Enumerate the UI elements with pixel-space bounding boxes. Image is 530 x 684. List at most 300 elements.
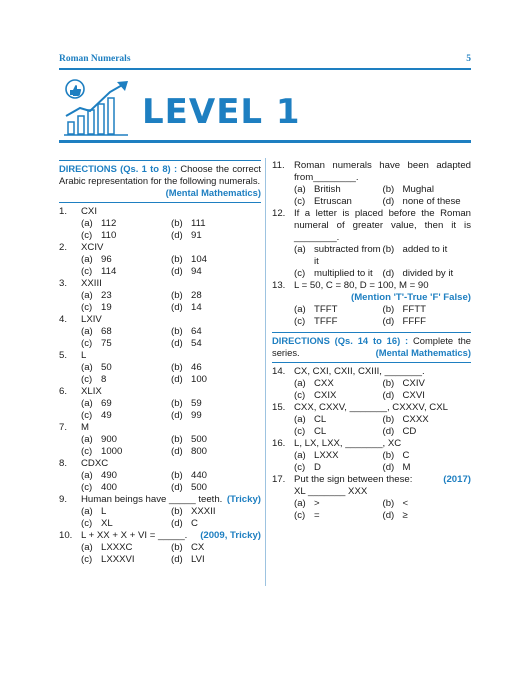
option-label: (d) [382, 316, 395, 327]
option-label: (b) [382, 244, 395, 255]
option-label: (a) [294, 414, 306, 425]
answer-option [81, 362, 171, 374]
question-number: 16. [272, 438, 286, 449]
answer-option [81, 542, 171, 554]
answer-option [171, 374, 261, 386]
option-label: (b) [382, 304, 395, 315]
answer-option [294, 196, 383, 208]
option-text: 46 [191, 362, 202, 373]
option-label: (c) [81, 554, 93, 565]
answer-option [171, 326, 261, 338]
option-text: 69 [101, 398, 112, 409]
option-text: CXIV [402, 378, 425, 389]
question-text [294, 438, 471, 450]
option-label: (c) [294, 462, 306, 473]
question-text [294, 208, 471, 244]
answer-option [81, 554, 171, 566]
answer-option [81, 470, 171, 482]
question-stem [272, 438, 471, 450]
options-grid [294, 184, 471, 208]
question-number: 5. [59, 350, 68, 361]
option-label: (d) [171, 518, 183, 529]
question-number: 8. [59, 458, 68, 469]
option-text: multiplied to it [314, 268, 373, 279]
answer-option [383, 510, 472, 522]
answer-option [81, 290, 171, 302]
question-number: 12. [272, 208, 286, 219]
option-text: < [402, 498, 409, 509]
option-label: (b) [171, 326, 183, 337]
option-text: > [314, 498, 320, 509]
question-stem [59, 422, 261, 434]
question-stem [59, 314, 261, 326]
option-text: 94 [191, 266, 202, 277]
question-text [294, 366, 471, 378]
answer-option [81, 446, 171, 458]
option-text: Etruscan [314, 196, 352, 207]
option-label: (c) [81, 266, 93, 277]
question [272, 160, 471, 208]
option-text: none of these [402, 196, 461, 207]
option-label: (a) [81, 506, 93, 517]
option-text: subtracted from it [314, 244, 381, 267]
answer-option [81, 482, 171, 494]
option-text: 50 [101, 362, 112, 373]
column-divider [265, 158, 266, 586]
option-label: (d) [382, 196, 395, 207]
option-text: L [101, 506, 107, 517]
option-label: (b) [171, 434, 183, 445]
option-text: 96 [101, 254, 112, 265]
question-tag: (Mention 'T'-True 'F' False) [351, 292, 471, 303]
option-text: 54 [191, 338, 202, 349]
question [59, 242, 261, 278]
option-text: 23 [101, 290, 112, 301]
question-text-content: CDXC [81, 458, 109, 469]
question-text-content: XXIII [81, 278, 102, 289]
option-label: (b) [171, 506, 183, 517]
answer-option [294, 304, 383, 316]
option-label: (b) [382, 498, 395, 509]
question-number: 10. [59, 530, 73, 541]
question-text-content: Roman numerals have been adapted from________. [294, 160, 471, 183]
answer-option [294, 510, 383, 522]
question-number: 1. [59, 206, 68, 217]
question-stem [272, 280, 471, 304]
right-column [272, 160, 471, 522]
question-text [81, 494, 261, 506]
options-grid [81, 398, 261, 422]
question-text [294, 402, 471, 414]
options-grid [81, 470, 261, 494]
question-number: 17. [272, 474, 286, 485]
option-label: (a) [81, 290, 93, 301]
option-label: (c) [294, 316, 306, 327]
option-label: (d) [171, 338, 183, 349]
option-label: (b) [382, 378, 395, 389]
question [272, 402, 471, 438]
question [59, 386, 261, 422]
options-grid [294, 414, 471, 438]
option-text: Mughal [402, 184, 434, 195]
answer-option [81, 326, 171, 338]
option-text: British [314, 184, 341, 195]
answer-option [294, 414, 383, 426]
question-number: 4. [59, 314, 68, 325]
header-title: Roman Numerals [59, 54, 131, 64]
option-label: (b) [382, 414, 395, 425]
question-text-content: CXI [81, 206, 97, 217]
option-label: (b) [171, 542, 183, 553]
option-label: (c) [294, 196, 306, 207]
option-label: (d) [171, 410, 183, 421]
option-text: added to it [402, 244, 448, 255]
directions-tag: (Mental Mathematics) [375, 347, 471, 358]
answer-option [294, 268, 383, 280]
option-text: 440 [191, 470, 208, 481]
answer-option [171, 518, 261, 530]
question-text [81, 278, 261, 290]
answer-option [81, 230, 171, 242]
option-text: C [402, 450, 410, 461]
answer-option [171, 506, 261, 518]
question-text-content: XLIX [81, 386, 102, 397]
answer-option [171, 542, 261, 554]
option-label: (b) [171, 362, 183, 373]
option-label: (a) [294, 498, 306, 509]
directions-tag: (Mental Mathematics) [165, 187, 261, 198]
option-label: (a) [294, 378, 306, 389]
question [272, 208, 471, 280]
question-text-content: If a letter is placed before the Roman numeral of greater value, then it is ________. [294, 208, 471, 243]
question-text [81, 422, 261, 434]
answer-option [383, 184, 472, 196]
option-label: (d) [171, 302, 183, 313]
question-number: 13. [272, 280, 286, 291]
question-text [294, 474, 471, 486]
option-label: (c) [294, 426, 306, 437]
option-text: CXIX [314, 390, 337, 401]
question-subline: XL _______ XXX [294, 486, 368, 497]
option-text: 112 [101, 218, 117, 229]
page-number: 5 [466, 54, 471, 64]
answer-option [294, 390, 383, 402]
option-label: (a) [81, 470, 93, 481]
answer-option [171, 254, 261, 266]
question [272, 474, 471, 522]
answer-option [81, 518, 171, 530]
option-label: (d) [382, 462, 395, 473]
answer-option [171, 554, 261, 566]
question-stem [59, 350, 261, 362]
question-text [81, 458, 261, 470]
question-number: 6. [59, 386, 68, 397]
option-label: (a) [81, 254, 93, 265]
option-text: 49 [101, 410, 112, 421]
option-label: (d) [171, 374, 183, 385]
option-text: 8 [101, 374, 107, 385]
answer-option [294, 498, 383, 510]
options-grid [81, 290, 261, 314]
option-text: LXXX [314, 450, 339, 461]
option-text: 1000 [101, 446, 123, 457]
option-label: (c) [81, 446, 93, 457]
question-stem [272, 208, 471, 244]
answer-option [81, 338, 171, 350]
question-text-content: CX, CXI, CXII, CXIII, _______. [294, 366, 425, 377]
question-tag: (2017) [443, 474, 471, 485]
question-number: 2. [59, 242, 68, 253]
option-text: 111 [191, 218, 206, 229]
option-text: 28 [191, 290, 202, 301]
question-stem [272, 402, 471, 414]
option-label: (a) [81, 434, 93, 445]
option-label: (a) [294, 304, 306, 315]
answer-option [383, 244, 472, 268]
thumbs-up-growth-chart-icon [62, 78, 132, 138]
answer-option [81, 374, 171, 386]
answer-option [81, 302, 171, 314]
answer-option [171, 218, 261, 230]
question-number: 9. [59, 494, 68, 505]
option-text: XL [101, 518, 113, 529]
option-text: 110 [101, 230, 117, 241]
option-label: (d) [171, 554, 183, 565]
option-text: TFFF [314, 316, 338, 327]
option-label: (d) [171, 446, 183, 457]
directions-block [272, 332, 471, 363]
answer-option [383, 498, 472, 510]
option-label: (a) [81, 542, 93, 553]
option-label: (c) [81, 230, 93, 241]
options-grid [294, 498, 471, 522]
option-label: (b) [171, 470, 183, 481]
question-text-content: L [81, 350, 87, 361]
answer-option [383, 268, 472, 280]
option-label: (c) [81, 518, 93, 529]
option-label: (a) [81, 218, 93, 229]
option-text: divided by it [402, 268, 454, 279]
option-text: 99 [191, 410, 202, 421]
option-text: ≥ [402, 510, 408, 521]
question-number: 11. [272, 160, 285, 171]
question [59, 314, 261, 350]
question [59, 458, 261, 494]
question-number: 15. [272, 402, 286, 413]
option-label: (a) [294, 450, 306, 461]
question [59, 530, 261, 566]
option-text: CL [314, 426, 327, 437]
option-text: CXVI [402, 390, 425, 401]
question [59, 350, 261, 386]
option-label: (a) [294, 244, 306, 255]
question-stem [59, 206, 261, 218]
question-tag: (2009, Tricky) [200, 530, 261, 541]
answer-option [81, 218, 171, 230]
option-text: CD [402, 426, 417, 437]
directions-text: Choose the correct Arabic representation for the following numerals. [59, 163, 262, 186]
answer-option [171, 434, 261, 446]
option-text: 19 [101, 302, 112, 313]
question-stem [59, 458, 261, 470]
question-stem [59, 494, 261, 506]
option-label: (c) [81, 482, 93, 493]
options-grid [81, 542, 261, 566]
question-stem [59, 242, 261, 254]
option-text: 500 [191, 434, 208, 445]
options-grid [81, 362, 261, 386]
answer-option [171, 446, 261, 458]
answer-option [294, 462, 383, 474]
question-text-content: L + XX + X + VI = _____. [81, 530, 188, 541]
answer-option [171, 266, 261, 278]
option-label: (a) [81, 398, 93, 409]
banner-rule [59, 140, 471, 143]
header-rule [59, 68, 471, 70]
level-title: LEVEL 1 [142, 92, 301, 132]
left-column [59, 160, 261, 566]
question-text-content: Put the sign between these: [294, 474, 413, 485]
answer-option [383, 316, 472, 328]
options-grid [294, 244, 471, 280]
answer-option [294, 244, 383, 268]
answer-option [294, 426, 383, 438]
question-text [294, 160, 471, 184]
option-text: = [314, 510, 320, 521]
answer-option [171, 302, 261, 314]
option-text: 75 [101, 338, 112, 349]
answer-option [383, 414, 472, 426]
options-grid [81, 434, 261, 458]
option-label: (c) [294, 510, 306, 521]
answer-option [383, 450, 472, 462]
question-text-content: L, LX, LXX, _______, XC [294, 438, 402, 449]
question-stem [272, 160, 471, 184]
question-text-content: L = 50, C = 80, D = 100, M = 90 [294, 280, 429, 291]
option-label: (c) [294, 268, 306, 279]
answer-option [294, 450, 383, 462]
question [272, 280, 471, 328]
option-text: LXXXVI [101, 554, 135, 565]
answer-option [171, 362, 261, 374]
question [272, 366, 471, 402]
question-number: 14. [272, 366, 286, 377]
option-text: 800 [191, 446, 208, 457]
option-text: TFFT [314, 304, 338, 315]
answer-option [383, 390, 472, 402]
option-text: CXXX [402, 414, 429, 425]
answer-option [171, 290, 261, 302]
options-grid [81, 506, 261, 530]
options-grid [294, 304, 471, 328]
question-text [294, 280, 471, 304]
options-grid [294, 450, 471, 474]
question-number: 3. [59, 278, 68, 289]
question-stem [272, 474, 471, 486]
directions-block [59, 160, 261, 203]
option-text: 91 [191, 230, 202, 241]
option-text: 64 [191, 326, 202, 337]
option-label: (c) [81, 374, 93, 385]
answer-option [171, 410, 261, 422]
question-list [59, 206, 261, 566]
option-label: (d) [382, 390, 395, 401]
option-label: (a) [294, 184, 306, 195]
answer-option [383, 378, 472, 390]
option-label: (b) [171, 218, 183, 229]
options-grid [294, 378, 471, 402]
question [59, 422, 261, 458]
question-stem [59, 386, 261, 398]
question [59, 278, 261, 314]
question-stem [59, 530, 261, 542]
answer-option [81, 398, 171, 410]
directions-text: Complete the series. [272, 335, 472, 358]
directions-heading: DIRECTIONS (Qs. 14 to 16) : [272, 335, 409, 346]
answer-option [171, 230, 261, 242]
question [59, 206, 261, 242]
answer-option [81, 506, 171, 518]
option-label: (c) [81, 410, 93, 421]
question-text [81, 530, 261, 542]
answer-option [383, 304, 472, 316]
question-text-content: M [81, 422, 89, 433]
running-header [59, 54, 471, 68]
answer-option [383, 426, 472, 438]
option-text: 68 [101, 326, 112, 337]
options-grid [81, 254, 261, 278]
question-text-content: CXX, CXXV, _______, CXXXV, CXL [294, 402, 448, 413]
answer-option [171, 482, 261, 494]
question-text-content: Human beings have _____ teeth. [81, 494, 223, 505]
option-text: 114 [101, 266, 117, 277]
question [272, 438, 471, 474]
option-text: FFTT [402, 304, 426, 315]
option-label: (b) [171, 398, 183, 409]
option-text: 100 [191, 374, 208, 385]
option-text: 14 [191, 302, 202, 313]
option-label: (b) [171, 254, 183, 265]
question-number: 7. [59, 422, 68, 433]
option-text: 490 [101, 470, 118, 481]
option-text: D [314, 462, 321, 473]
answer-option [171, 338, 261, 350]
option-text: M [402, 462, 411, 473]
question-text [81, 206, 261, 218]
option-label: (b) [382, 184, 395, 195]
question-text [81, 242, 261, 254]
answer-option [81, 410, 171, 422]
option-text: LXXXC [101, 542, 133, 553]
option-label: (d) [171, 230, 183, 241]
option-label: (c) [81, 302, 93, 313]
question-stem [59, 278, 261, 290]
answer-option [294, 378, 383, 390]
option-label: (c) [81, 338, 93, 349]
option-text: 400 [101, 482, 118, 493]
option-label: (d) [382, 426, 395, 437]
option-text: 500 [191, 482, 208, 493]
option-text: FFFF [402, 316, 426, 327]
answer-option [171, 470, 261, 482]
option-text: CX [191, 542, 205, 553]
options-grid [81, 218, 261, 242]
option-text: CL [314, 414, 327, 425]
option-text: CXX [314, 378, 334, 389]
answer-option [383, 462, 472, 474]
answer-option [294, 316, 383, 328]
answer-option [81, 254, 171, 266]
